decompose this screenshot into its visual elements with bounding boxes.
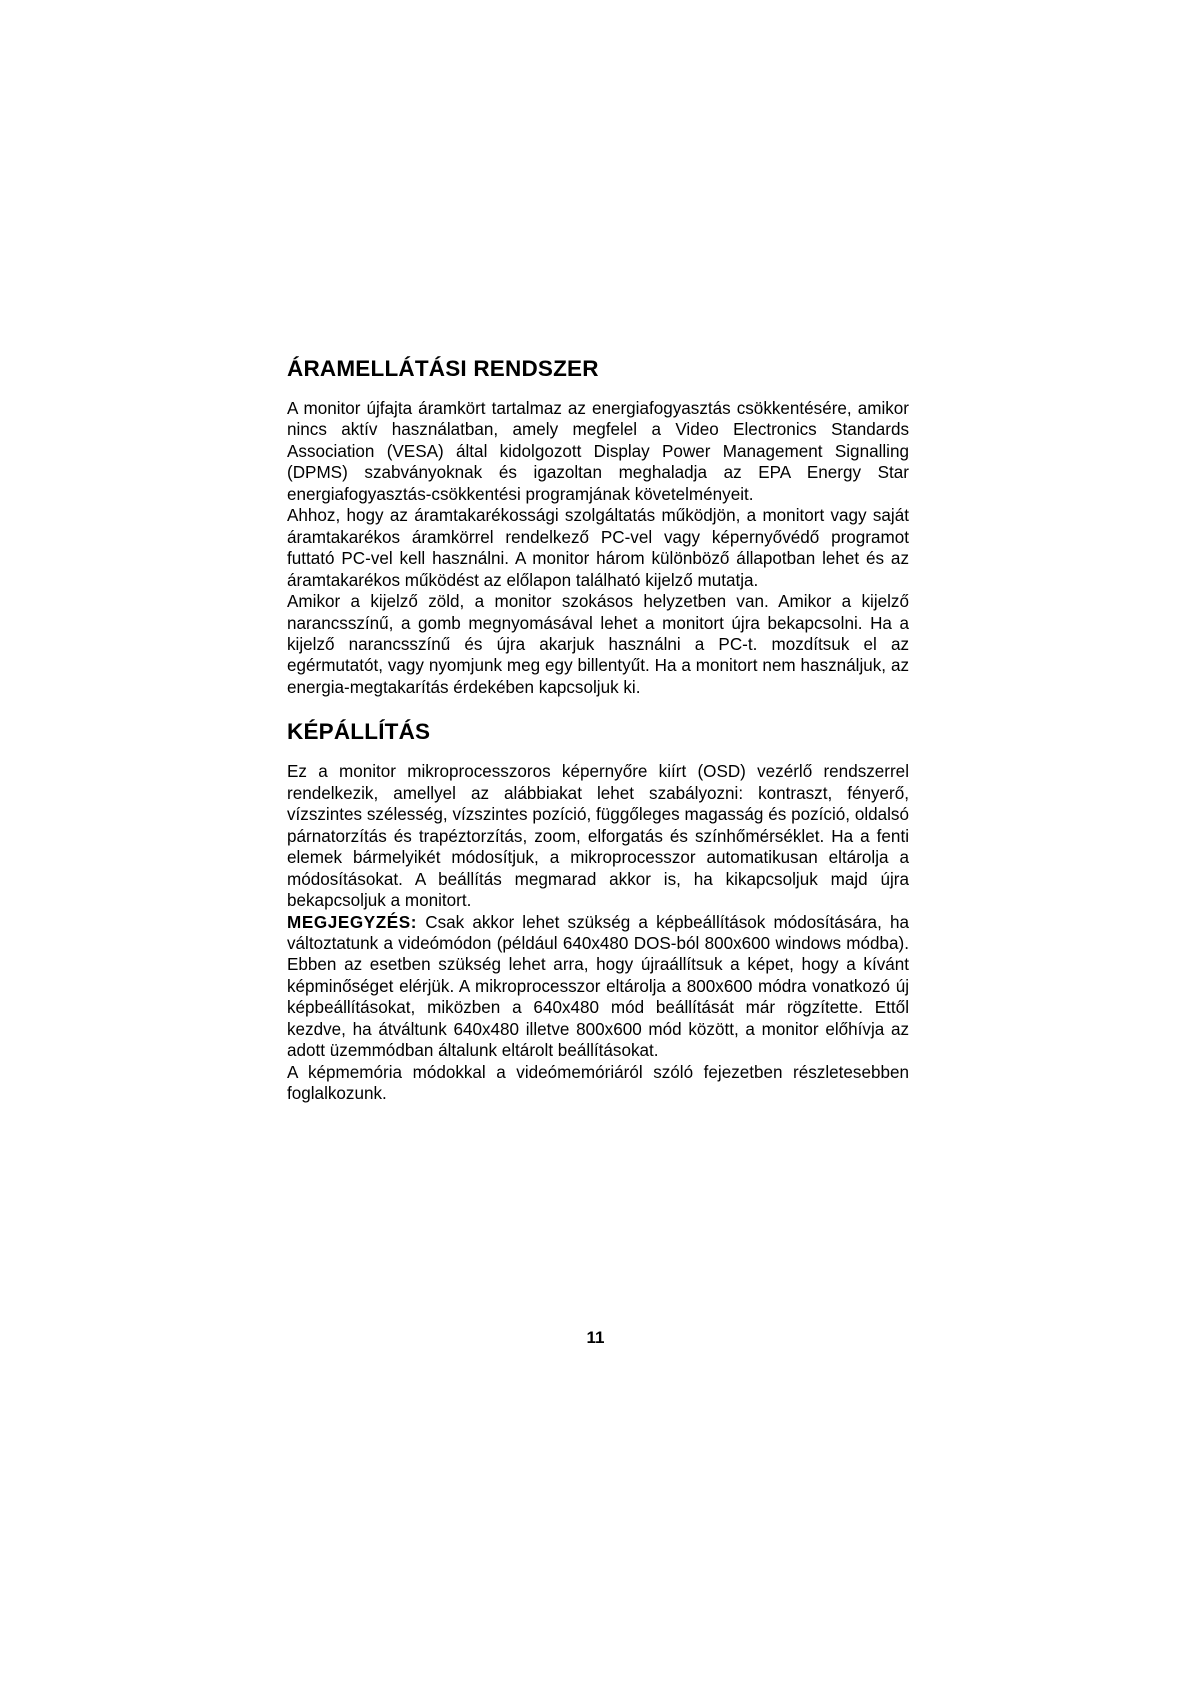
paragraph-memory-modes: A képmemória módokkal a videómemóriáról szóló fejezetben részletesebben foglalkozunk. <box>287 1062 909 1104</box>
note-label: MEGJEGYZÉS: <box>287 912 418 932</box>
section-heading-power-system: ÁRAMELLÁTÁSI RENDSZER <box>287 356 599 381</box>
paragraph-power-usage: Ahhoz, hogy az áramtakarékossági szolgáltatás működjön, a monitort vagy saját áramtakarékos áramkörrel rendelkező PC-vel vagy képernyővédő programot futtató PC-vel kell használni. A monitor három különböző állapotban lehet és az áramtakarékos működést az előlapon található kijelző mutatja. <box>287 506 909 590</box>
paragraph-power-intro: A monitor újfajta áramkört tartalmaz az energiafogyasztás csökkentésére, amikor nincs aktív használatban, amely megfelel a Video Electronics Standards Association (VESA) által kidolgozott Display Power Management Signalling (DPMS) szabványoknak és igazoltan meghaladja az EPA Energy Star energiafogyasztás-csökkentési programjának követelményeit. <box>287 399 909 504</box>
section-heading-image-adjustment: KÉPÁLLÍTÁS <box>287 719 431 745</box>
paragraph-note <box>287 912 909 1062</box>
paragraph-power-indicator: Amikor a kijelző zöld, a monitor szokásos helyzetben van. Amikor a kijelző narancsszínű, a gomb megnyomásával lehet a monitort újra bekapcsolni. Ha a kijelző narancsszínű és újra akarjuk használni a PC-t. mozdítsuk el az egérmutatót, vagy nyomjunk meg egy billentyűt. Ha a monitort nem használjuk, az energia-megtakarítás érdekében kapcsoljuk ki. <box>287 592 909 697</box>
document-page <box>287 355 909 1105</box>
paragraph-osd-intro: Ez a monitor mikroprocesszoros képernyőre kiírt (OSD) vezérlő rendszerrel rendelkezik, amellyel az alábbiakat lehet szabályozni: kontraszt, fényerő, vízszintes szélesség, vízszintes pozíció, függőleges magasság és pozíció, oldalsó párnatorzítás és trapéztorzítás, zoom, elforgatás és színhőmérséklet. Ha a fenti elemek bármelyikét módosítjuk, a mikroprocesszor automatikusan eltárolja a módosításokat. A beállítás megmarad akkor is, ha kikapcsoljuk majd újra bekapcsoljuk a monitort. <box>287 762 909 911</box>
note-text: Csak akkor lehet szükség a képbeállítások módosítására, ha változtatunk a videómódon (például 640x480 DOS-ból 800x600 windows módba). Ebben az esetben szükség lehet arra, hogy újraállítsuk a képet, hogy a kívánt képminőséget elérjük. A mikroprocesszor eltárolja a 800x600 módra vonatkozó új képbeállításokat, miközben a 640x480 mód beállítását már rögzítette. Ettől kezdve, ha átváltunk 640x480 illetve 800x600 mód között, a monitor előhívja az adott üzemmódban általunk eltárolt beállításokat. <box>287 912 909 1061</box>
page-number: 11 <box>586 1328 605 1347</box>
